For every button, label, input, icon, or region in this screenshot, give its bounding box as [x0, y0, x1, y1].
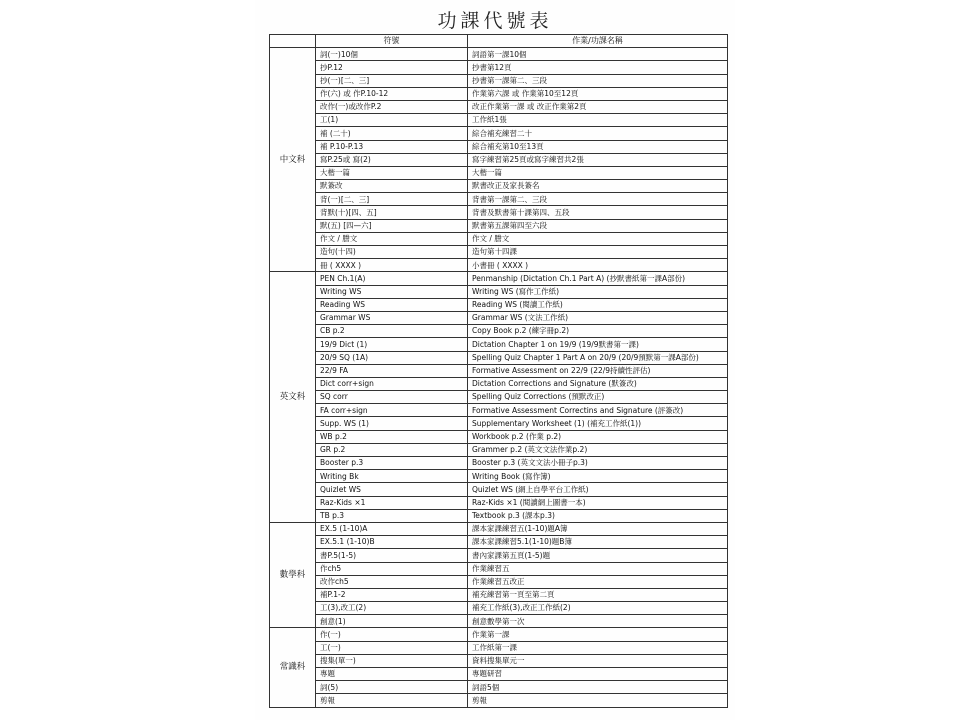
table-row: [270, 127, 728, 140]
code-cell: Booster p.3: [316, 457, 468, 470]
description-cell: 默書第五課第四至六段: [468, 219, 728, 232]
description-cell: 抄書第12頁: [468, 61, 728, 74]
description-cell: Textbook p.3 (課本p.3): [468, 509, 728, 522]
table-row: [270, 87, 728, 100]
code-cell: 書P.5(1-5): [316, 549, 468, 562]
description-cell: Raz-Kids ×1 (閱讀網上圖書一本): [468, 496, 728, 509]
description-cell: 默書改正及家長簽名: [468, 180, 728, 193]
description-cell: 剪報: [468, 694, 728, 707]
code-cell: Supp. WS (1): [316, 417, 468, 430]
table-row: [270, 694, 728, 707]
table-row: [270, 153, 728, 166]
description-cell: 綜合補充練習二十: [468, 127, 728, 140]
code-cell: 補 P.10-P.13: [316, 140, 468, 153]
description-cell: 專題研習: [468, 668, 728, 681]
description-cell: 書內家課第五頁(1-5)題: [468, 549, 728, 562]
description-cell: 課本家課練習五(1-10)題A簿: [468, 522, 728, 535]
table-row: [270, 536, 728, 549]
description-cell: Quizlet WS (網上自學平台工作紙): [468, 483, 728, 496]
table-row: [270, 61, 728, 74]
table-row: [270, 311, 728, 324]
description-cell: 補充工作紙(3),改正工作紙(2): [468, 602, 728, 615]
table-row: [270, 522, 728, 535]
table-row: [270, 483, 728, 496]
code-cell: 背默(十)[四、五]: [316, 206, 468, 219]
description-cell: Penmanship (Dictation Ch.1 Part A) (抄默書紙第一課A部份): [468, 272, 728, 285]
table-row: [270, 641, 728, 654]
code-cell: Writing WS: [316, 285, 468, 298]
table-row: [270, 114, 728, 127]
code-cell: TB p.3: [316, 509, 468, 522]
description-cell: 資料搜集單元一: [468, 654, 728, 667]
table-row: [270, 364, 728, 377]
table-row: [270, 391, 728, 404]
description-cell: Reading WS (閱讀工作紙): [468, 298, 728, 311]
code-cell: 改作(一)或改作P.2: [316, 100, 468, 113]
code-cell: 默(五) [四—六]: [316, 219, 468, 232]
code-cell: FA corr+sign: [316, 404, 468, 417]
table-row: [270, 351, 728, 364]
table-row: [270, 602, 728, 615]
subject-cell: 常識科: [270, 628, 316, 707]
code-cell: PEN Ch.1(A): [316, 272, 468, 285]
code-cell: 詞(一)10個: [316, 48, 468, 61]
description-cell: 詞語5個: [468, 681, 728, 694]
subject-cell: 數學科: [270, 522, 316, 628]
description-cell: Grammar WS (文法工作紙): [468, 311, 728, 324]
subject-cell: 中文科: [270, 48, 316, 272]
code-cell: 工(3),改工(2): [316, 602, 468, 615]
table-row: [270, 668, 728, 681]
table-row: [270, 219, 728, 232]
table-row: [270, 404, 728, 417]
code-cell: 工(一): [316, 641, 468, 654]
table-row: [270, 549, 728, 562]
code-cell: 抄(一)[二、三]: [316, 74, 468, 87]
table-row: [270, 338, 728, 351]
table-row: [270, 377, 728, 390]
table-row: [270, 206, 728, 219]
code-cell: 作ch5: [316, 562, 468, 575]
table-row: [270, 285, 728, 298]
table-row: [270, 575, 728, 588]
description-cell: 寫字練習第25頁或寫字練習共2張: [468, 153, 728, 166]
table-row: [270, 166, 728, 179]
description-cell: Supplementary Worksheet (1) (補充工作紙(1)): [468, 417, 728, 430]
description-cell: 抄書第一課第二、三段: [468, 74, 728, 87]
description-cell: 課本家課練習5.1(1-10)題B簿: [468, 536, 728, 549]
description-cell: 作業練習五: [468, 562, 728, 575]
table-row: [270, 232, 728, 245]
table-row: [270, 470, 728, 483]
description-cell: Copy Book p.2 (練字冊p.2): [468, 325, 728, 338]
description-cell: 創意數學第一次: [468, 615, 728, 628]
description-cell: 大楷一篇: [468, 166, 728, 179]
description-cell: 作業練習五改正: [468, 575, 728, 588]
code-cell: 剪報: [316, 694, 468, 707]
table-header-row: [270, 35, 728, 48]
code-cell: 作文 / 謄文: [316, 232, 468, 245]
description-column-header: 作業/功課名稱: [468, 35, 728, 48]
description-cell: Spelling Quiz Corrections (預默改正): [468, 391, 728, 404]
description-cell: Dictation Chapter 1 on 19/9 (19/9默書第一課): [468, 338, 728, 351]
code-cell: Reading WS: [316, 298, 468, 311]
page-title: 功課代號表: [437, 10, 553, 32]
code-cell: 22/9 FA: [316, 364, 468, 377]
table-row: [270, 457, 728, 470]
table-row: [270, 180, 728, 193]
description-cell: 改正作業第一課 或 改正作業第2頁: [468, 100, 728, 113]
code-column-header: 符號: [316, 35, 468, 48]
code-cell: 默簽改: [316, 180, 468, 193]
code-cell: GR p.2: [316, 443, 468, 456]
table-row: [270, 615, 728, 628]
code-cell: 創意(1): [316, 615, 468, 628]
table-row: [270, 74, 728, 87]
document-sheet: [255, 0, 735, 720]
description-cell: Formative Assessment on 22/9 (22/9持續性評估): [468, 364, 728, 377]
description-cell: 背書及默書第十課第四、五段: [468, 206, 728, 219]
code-cell: 大楷一篇: [316, 166, 468, 179]
code-cell: 造句(十四): [316, 246, 468, 259]
code-cell: 改作ch5: [316, 575, 468, 588]
description-cell: 工作紙1張: [468, 114, 728, 127]
description-cell: 補充練習第一頁至第二頁: [468, 588, 728, 601]
code-cell: 作(一): [316, 628, 468, 641]
description-cell: Dictation Corrections and Signature (默簽改): [468, 377, 728, 390]
code-cell: 補 (二十): [316, 127, 468, 140]
description-cell: Workbook p.2 (作業 p.2): [468, 430, 728, 443]
code-cell: 19/9 Dict (1): [316, 338, 468, 351]
description-cell: Grammer p.2 (英文文法作業p.2): [468, 443, 728, 456]
table-row: [270, 100, 728, 113]
description-cell: 小書冊 ( XXXX ): [468, 259, 728, 272]
description-cell: Writing Book (寫作簿): [468, 470, 728, 483]
code-cell: Quizlet WS: [316, 483, 468, 496]
code-cell: CB p.2: [316, 325, 468, 338]
table-row: [270, 272, 728, 285]
table-row: [270, 588, 728, 601]
code-cell: 抄P.12: [316, 61, 468, 74]
code-cell: Raz-Kids ×1: [316, 496, 468, 509]
code-cell: 20/9 SQ (1A): [316, 351, 468, 364]
code-cell: Grammar WS: [316, 311, 468, 324]
code-cell: Dict corr+sign: [316, 377, 468, 390]
code-cell: 搜集(單一): [316, 654, 468, 667]
code-cell: 寫P.25或 寫(2): [316, 153, 468, 166]
table-row: [270, 48, 728, 61]
code-cell: 詞(5): [316, 681, 468, 694]
table-row: [270, 193, 728, 206]
code-cell: 冊 ( XXXX ): [316, 259, 468, 272]
code-cell: 工(1): [316, 114, 468, 127]
code-cell: Writing Bk: [316, 470, 468, 483]
description-cell: Formative Assessment Correctins and Signature (評簽改): [468, 404, 728, 417]
table-row: [270, 496, 728, 509]
table-row: [270, 654, 728, 667]
table-row: [270, 443, 728, 456]
code-cell: 作(六) 或 作P.10-12: [316, 87, 468, 100]
table-row: [270, 246, 728, 259]
description-cell: 詞語第一課10個: [468, 48, 728, 61]
table-row: [270, 430, 728, 443]
subject-column-header: [270, 35, 316, 48]
table-row: [270, 509, 728, 522]
code-cell: WB p.2: [316, 430, 468, 443]
homework-code-table: [269, 34, 728, 708]
table-row: [270, 325, 728, 338]
subject-cell: 英文科: [270, 272, 316, 523]
description-cell: 作業第一課: [468, 628, 728, 641]
code-cell: 補P.1-2: [316, 588, 468, 601]
code-cell: EX.5.1 (1-10)B: [316, 536, 468, 549]
table-row: [270, 298, 728, 311]
description-cell: 綜合補充第10至13頁: [468, 140, 728, 153]
table-row: [270, 140, 728, 153]
description-cell: 作業第六課 或 作業第10至12頁: [468, 87, 728, 100]
description-cell: 工作紙第一課: [468, 641, 728, 654]
description-cell: 作文 / 謄文: [468, 232, 728, 245]
code-cell: 專題: [316, 668, 468, 681]
description-cell: 造句第十四課: [468, 246, 728, 259]
code-cell: SQ corr: [316, 391, 468, 404]
description-cell: Writing WS (寫作工作紙): [468, 285, 728, 298]
table-row: [270, 417, 728, 430]
table-row: [270, 628, 728, 641]
code-cell: EX.5 (1-10)A: [316, 522, 468, 535]
description-cell: Booster p.3 (英文文法小冊子p.3): [468, 457, 728, 470]
code-cell: 背(一)[二、三]: [316, 193, 468, 206]
table-row: [270, 562, 728, 575]
table-row: [270, 259, 728, 272]
table-row: [270, 681, 728, 694]
description-cell: 背書第一課第二、三段: [468, 193, 728, 206]
description-cell: Spelling Quiz Chapter 1 Part A on 20/9 (20/9預默第一課A部份): [468, 351, 728, 364]
